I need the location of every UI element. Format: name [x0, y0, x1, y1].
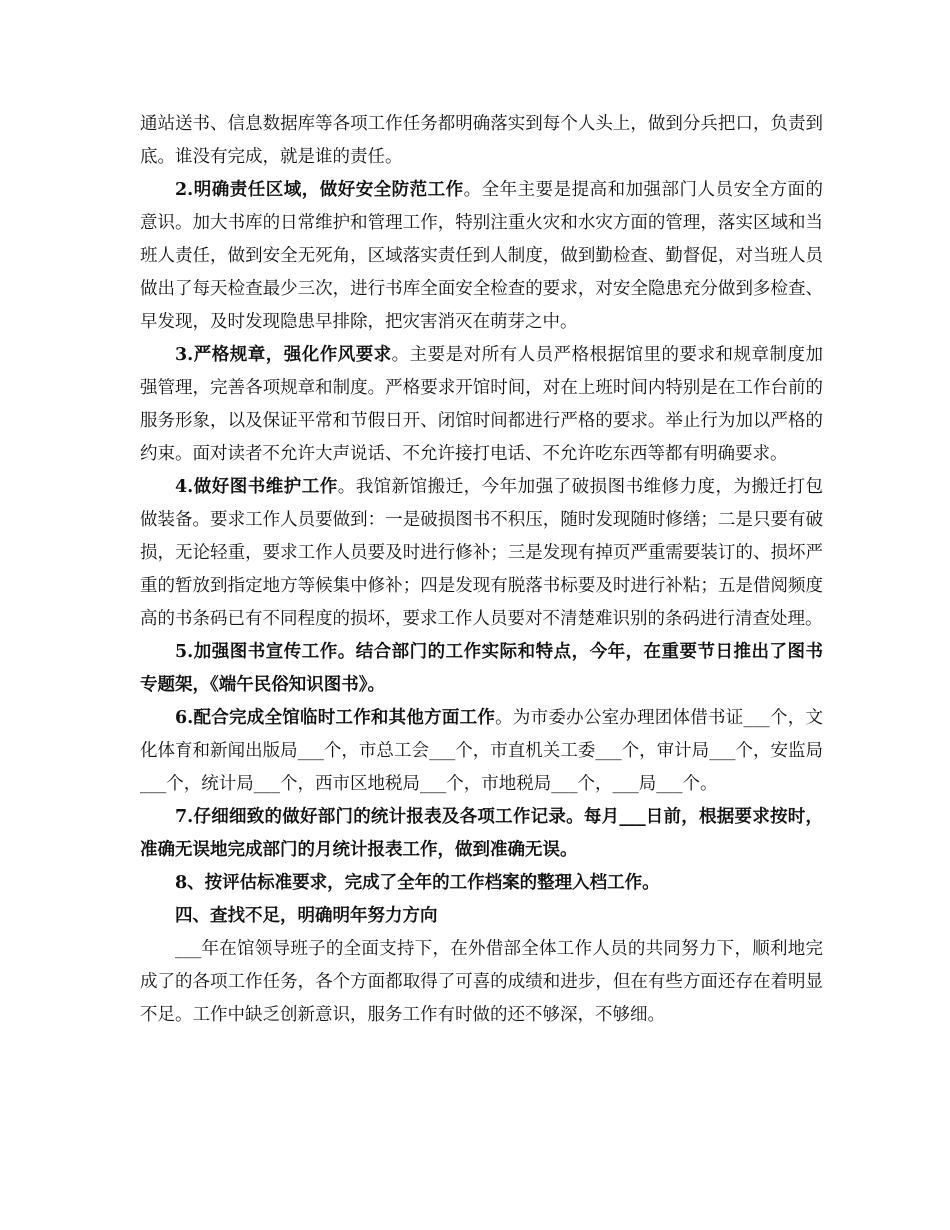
section-heading-4	[140, 900, 823, 933]
paragraph-item-5	[140, 636, 823, 702]
paragraph-text: 。我馆新馆搬迁，今年加强了破损图书维修力度，为搬迁打包做装备。要求工作人员要做到：一是破损图书不积压，随时发现随时修缮；二是只要有破损，无论轻重，要求工作人员要及时进行修补；三是发现有掉页严重需要装订的、损坏严重的暂放到指定地方等候集中修补；四是发现有脱落书标要及时进行补粘；五是借阅频度高的书条码已有不同程度的损坏，要求工作人员要对不清楚难识别的条码进行清查处理。	[140, 477, 823, 629]
paragraph-item-6	[140, 702, 823, 801]
paragraph-item-2	[140, 174, 823, 339]
paragraph-continuation	[140, 108, 823, 174]
paragraph-item-3	[140, 339, 823, 471]
paragraph-text: 通站送书、信息数据库等各项工作任务都明确落实到每个人头上，做到分兵把口，负责到底。谁没有完成，就是谁的责任。	[140, 114, 823, 167]
paragraph-item-7	[140, 801, 823, 867]
paragraph-text: 。全年主要是提高和加强部门人员安全方面的意识。加大书库的日常维护和管理工作，特别注重火灾和水灾方面的管理，落实区域和当班人责任，做到安全无死角，区域落实责任到人制度，做到勤检查、勤督促，对当班人员做出了每天检查最少三次，进行书库全面安全检查的要求，对安全隐患充分做到多检查、早发现，及时发现隐患早排除，把灾害消灭在萌芽之中。	[140, 180, 823, 332]
paragraph-text: ___年在馆领导班子的全面支持下，在外借部全体工作人员的共同努力下，顺利地完成了的各项工作任务，各个方面都取得了可喜的成绩和进步，但在有些方面还存在着明显不足。工作中缺乏创新意识，服务工作有时做的还不够深，不够细。	[140, 939, 823, 1025]
item-heading: 6.配合完成全馆临时工作和其他方面工作	[175, 708, 496, 728]
item-heading: 4.做好图书维护工作	[175, 477, 338, 497]
document-page	[140, 108, 823, 1032]
item-heading: 8、按评估标准要求，完成了全年的工作档案的整理入档工作。	[175, 873, 660, 893]
item-heading: 5.加强图书宣传工作。结合部门的工作实际和特点，今年，在重要节日推出了图书专题架，《端午民俗知识图书》。	[140, 642, 823, 695]
paragraph-item-4	[140, 471, 823, 636]
section-heading: 四、查找不足，明确明年努力方向	[175, 906, 438, 926]
paragraph-item-8	[140, 867, 823, 900]
paragraph-summary	[140, 933, 823, 1032]
item-heading: 7.仔细细致的做好部门的统计报表及各项工作记录。每月___日前，根据要求按时，准确无误地完成部门的月统计报表工作，做到准确无误。	[140, 807, 823, 860]
paragraph-text: 。为市委办公室办理团体借书证___个，文化体育和新闻出版局___个，市总工会___个，市直机关工委___个，审计局___个，安监局___个，统计局___个，西市区地税局___个，市地税局___个，___局___个。	[140, 708, 823, 794]
paragraph-text: 。主要是对所有人员严格根据馆里的要求和规章制度加强管理，完善各项规章和制度。严格要求开馆时间，对在上班时间内特别是在工作台前的服务形象，以及保证平常和节假日开、闭馆时间都进行严格的要求。举止行为加以严格的约束。面对读者不允许大声说话、不允许接打电话、不允许吃东西等都有明确要求。	[140, 345, 823, 464]
item-heading: 3.严格规章，强化作风要求	[175, 345, 392, 365]
item-heading: 2.明确责任区域，做好安全防范工作	[175, 180, 464, 200]
